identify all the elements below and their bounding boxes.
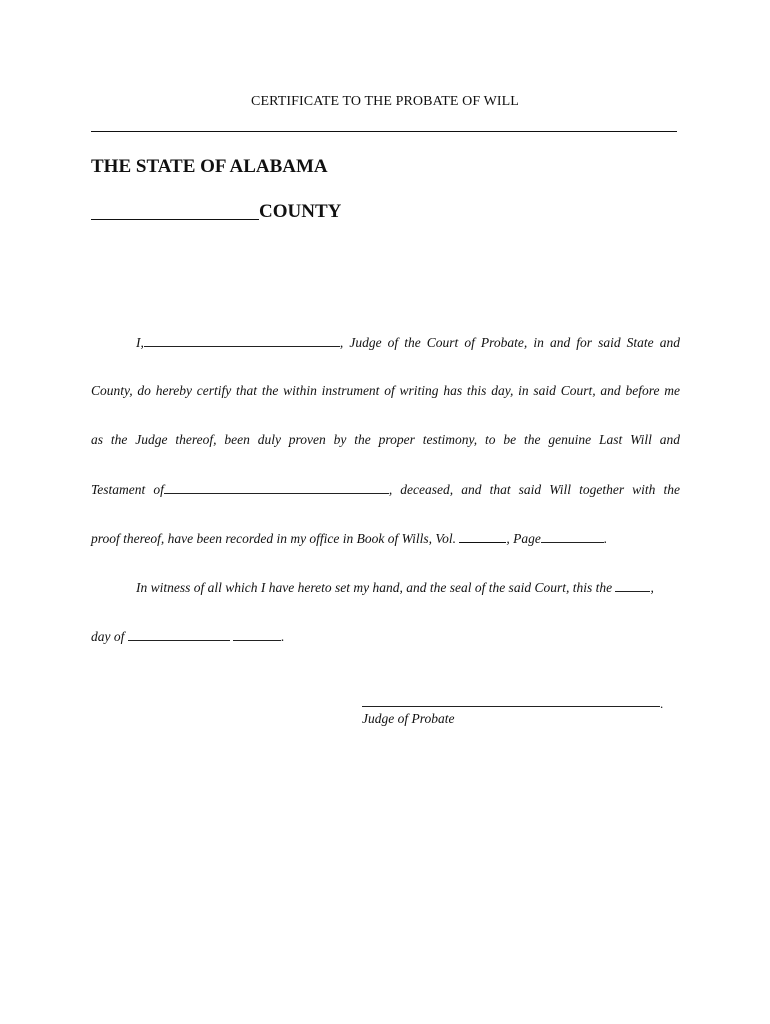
body-line-6 (136, 579, 680, 596)
line7-end: . (281, 629, 285, 644)
day-blank[interactable] (615, 579, 650, 592)
line7-prefix: day of (91, 629, 125, 644)
signature-trailing-mark: . (660, 696, 664, 711)
line1-text: , Judge of the Court of Probate, in and for said State and (339, 335, 680, 350)
judge-name-blank[interactable] (144, 334, 340, 347)
line6-text: In witness of all which I have hereto set my hand, and the seal of the said Court, this the (136, 580, 613, 595)
document-title: CERTIFICATE TO THE PROBATE OF WILL (251, 94, 519, 109)
page-number-blank[interactable] (541, 530, 604, 543)
county-name-blank[interactable] (91, 201, 259, 220)
body-line-3 (91, 432, 680, 448)
county-label: COUNTY (259, 201, 342, 222)
line5-text: proof thereof, have been recorded in my office in Book of Wills, Vol. (91, 531, 457, 546)
month-blank[interactable] (128, 628, 230, 641)
testator-name-blank[interactable] (164, 481, 389, 494)
title-divider (91, 131, 677, 132)
body-line-2 (91, 383, 680, 399)
body-line-4 (91, 481, 680, 498)
signature-line[interactable] (362, 706, 660, 707)
signature-label: Judge of Probate (362, 711, 455, 726)
line2-text: County, do hereby certify that the within instrument of writing has this day, in said Court, and before me (91, 383, 680, 398)
state-heading: THE STATE OF ALABAMA (91, 156, 328, 177)
line5-end: . (603, 531, 608, 546)
line4-prefix: Testament of (91, 482, 164, 497)
line1-prefix: I, (136, 335, 144, 350)
line6-end: , (650, 580, 654, 595)
body-line-1 (136, 334, 680, 351)
body-line-7 (91, 628, 680, 645)
county-line (91, 201, 341, 223)
volume-blank[interactable] (459, 530, 506, 543)
line3-text: as the Judge thereof, been duly proven by the proper testimony, to be the genuine Last Will and (91, 432, 680, 447)
body-line-5 (91, 530, 680, 547)
page-label: , Page (506, 531, 541, 546)
year-blank[interactable] (233, 628, 281, 641)
line4-text: , deceased, and that said Will together with the (388, 482, 680, 497)
